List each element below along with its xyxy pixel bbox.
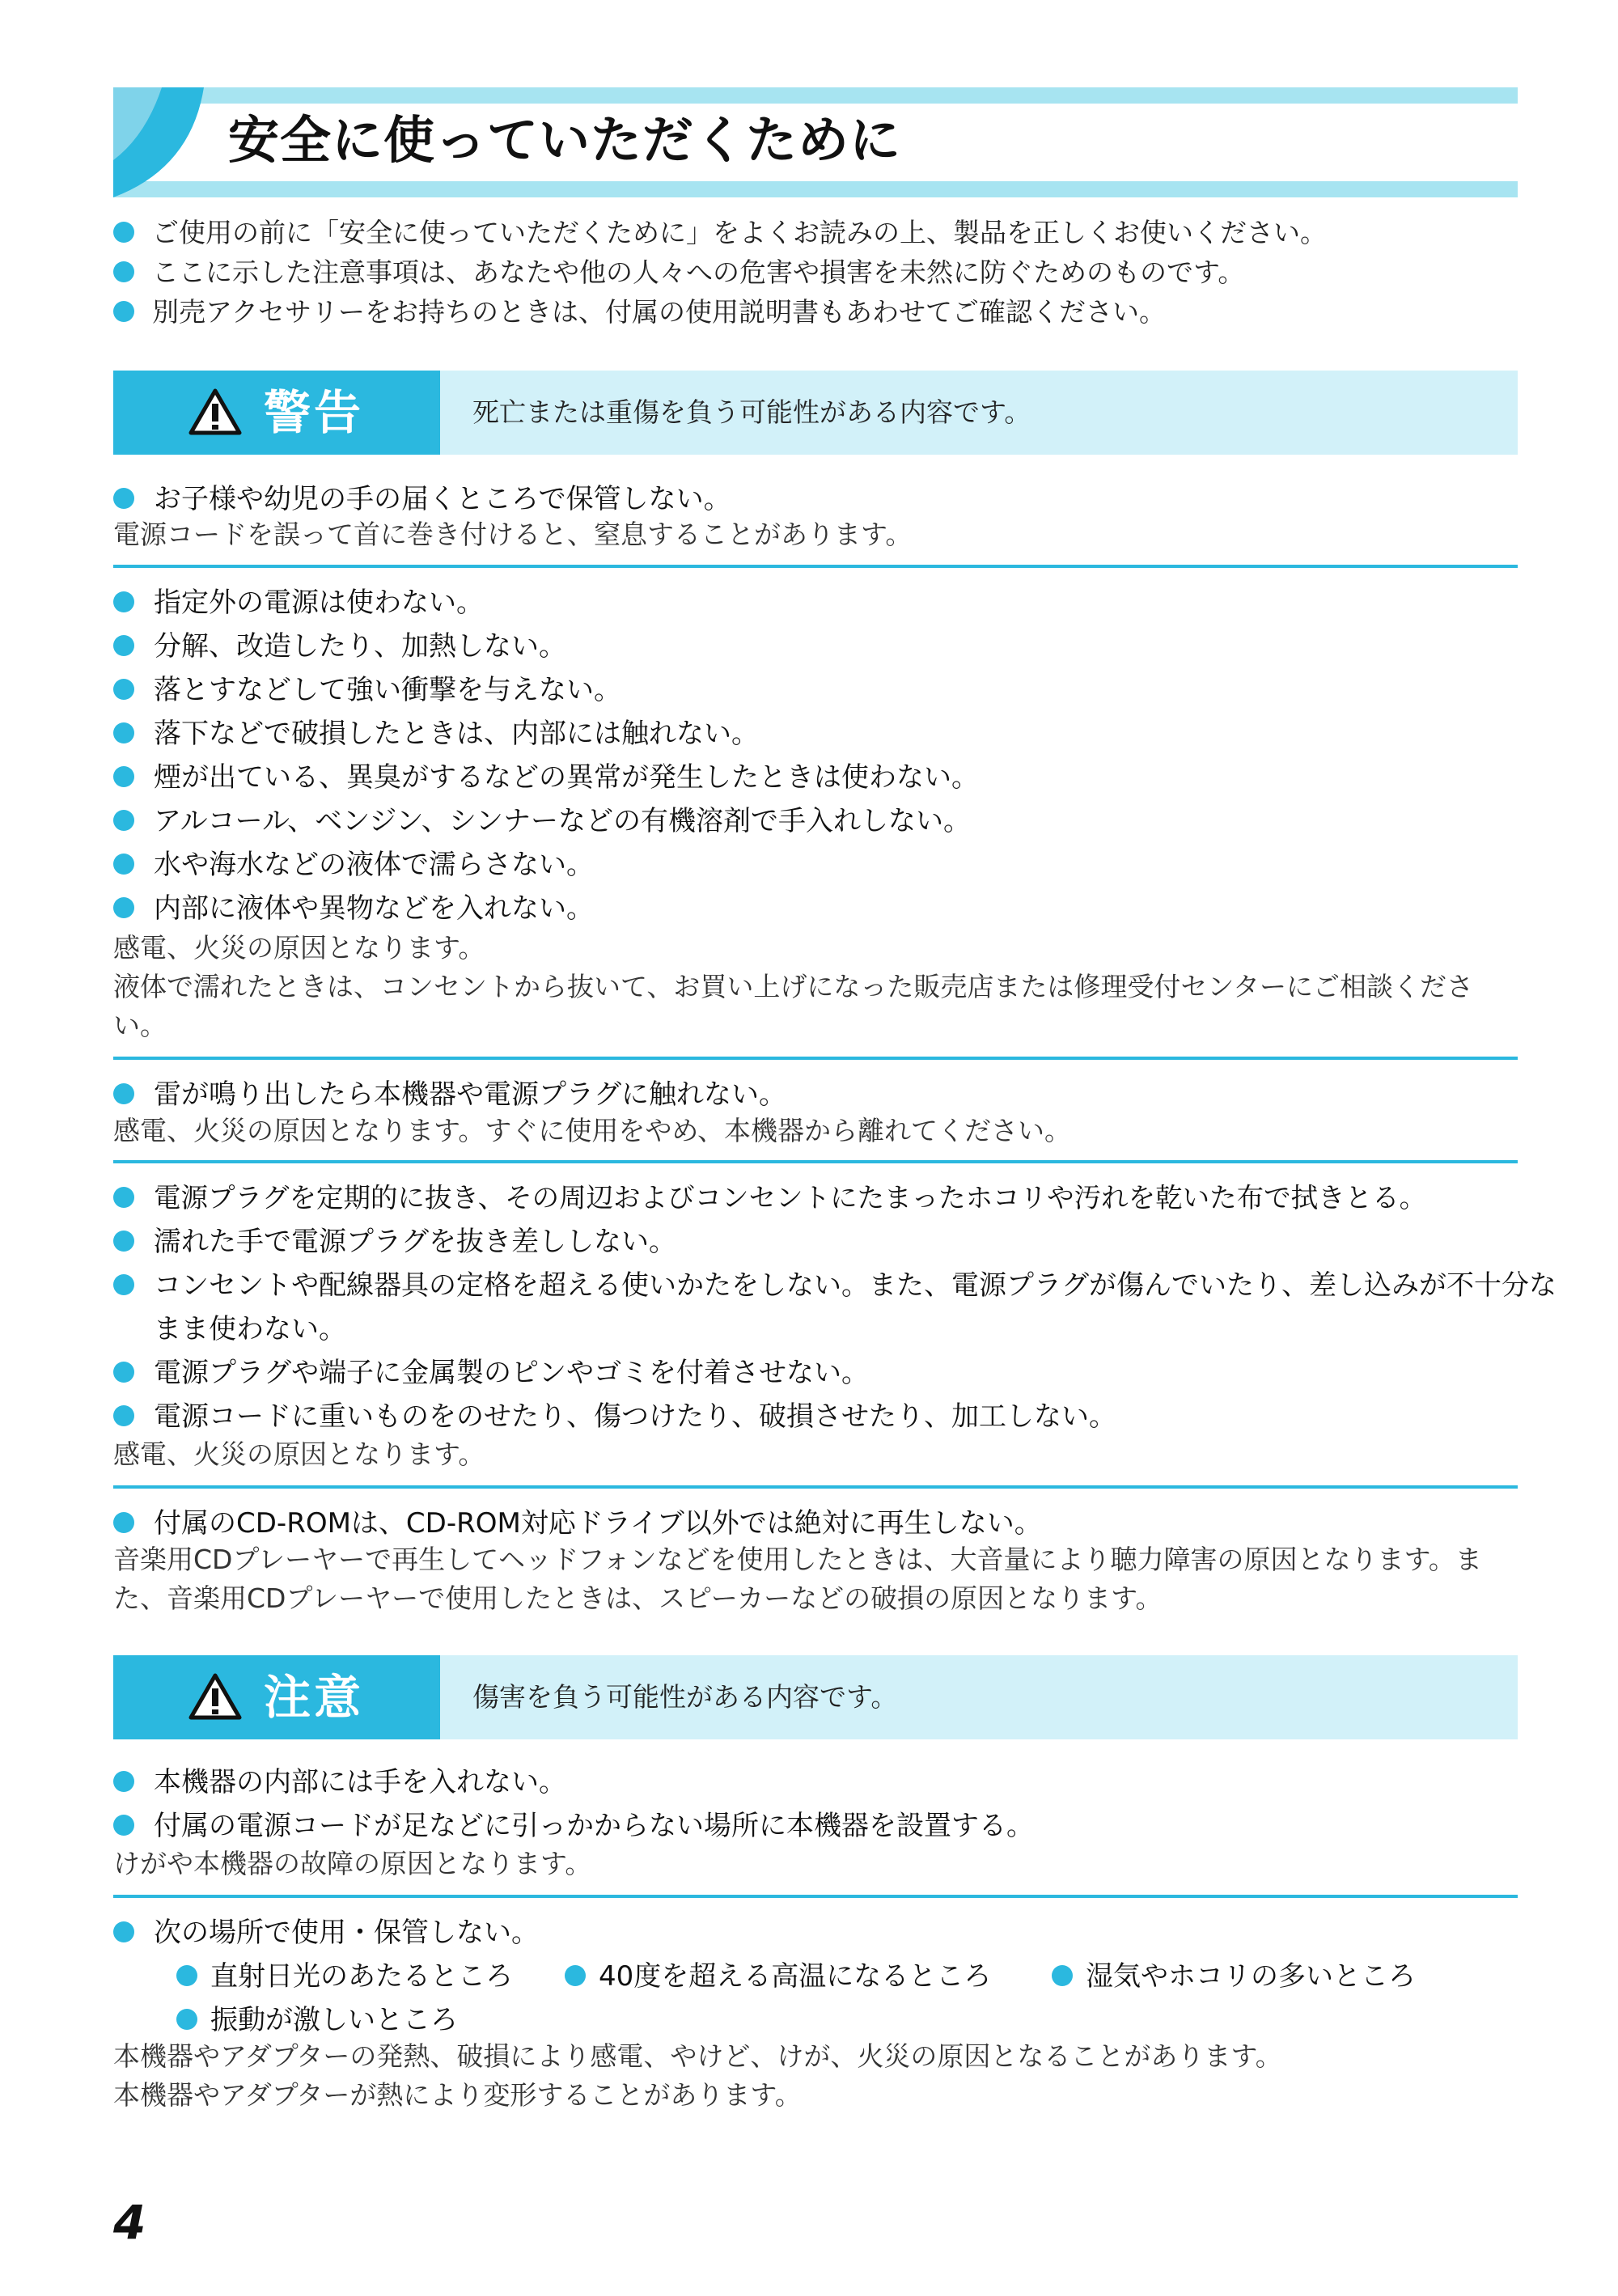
warning-item: 落とすなどして強い衝撃を与えない。: [113, 668, 621, 712]
bullet-dot-icon: [113, 1362, 134, 1383]
intro-line: 別売アクセサリーをお持ちのときは、付属の使用説明書もあわせてご確認ください。: [113, 293, 1166, 332]
caution-note: 本機器やアダプターの発熱、破損により感電、やけど、けが、火災の原因となることがあります。: [113, 2040, 1282, 2072]
caution-item: 次の場所で使用・保管しない。: [113, 1911, 539, 1955]
intro-line: ここに示した注意事項は、あなたや他の人々への危害や損害を未然に防ぐためのものです。: [113, 253, 1244, 292]
page-number: 4: [113, 2195, 146, 2250]
warning-note: 感電、火災の原因となります。すぐに使用をやめ、本機器から離れてください。: [113, 1115, 1072, 1146]
divider: [113, 1057, 1518, 1060]
bullet-dot-icon: [113, 1083, 134, 1104]
bullet-dot-icon: [113, 301, 134, 322]
bullet-dot-icon: [565, 1965, 586, 1986]
warning-note: 音楽用CDプレーヤーで再生してヘッドフォンなどを使用したときは、大音量により聴力障害の原因となります。また、音楽用CDプレーヤーで使用したときは、スピーカーなどの破損の原因となります。: [113, 1544, 1482, 1614]
warning-item: 落下などで破損したときは、内部には触れない。: [113, 712, 759, 756]
bullet-dot-icon: [113, 1771, 134, 1792]
warning-note: 電源コードを誤って首に巻き付けると、窒息することがあります。: [113, 519, 913, 550]
caution-sub-item: 40度を超える高温になるところ: [565, 1955, 991, 1998]
warning-item: 電源コードに重いものをのせたり、傷つけたり、破損させたり、加工しない。: [113, 1395, 1116, 1438]
warning-note: 液体で濡れたときは、コンセントから抜いて、お買い上げになった販売店または修理受付センターにご相談ください。: [113, 971, 1474, 1041]
bullet-dot-icon: [113, 1187, 134, 1208]
bullet-dot-icon: [113, 722, 134, 743]
bullet-dot-icon: [113, 766, 134, 787]
intro-line: ご使用の前に「安全に使っていただくために」をよくお読みの上、製品を正しくお使いください。: [113, 214, 1327, 252]
warning-item: 指定外の電源は使わない。: [113, 581, 484, 625]
warning-item: コンセントや配線器具の定格を超える使いかたをしない。また、電源プラグが傷んでいたり、差し込みが不十分なまま使わない。: [113, 1264, 1561, 1351]
warning-triangle-icon: [188, 1672, 243, 1721]
divider: [113, 1485, 1518, 1489]
title-tab-decoration: [113, 87, 204, 197]
warning-description: 死亡または重傷を負う可能性がある内容です。: [472, 396, 1031, 428]
warning-item: 電源プラグを定期的に抜き、その周辺およびコンセントにたまったホコリや汚れを乾いた布で拭きとる。: [113, 1176, 1426, 1220]
bullet-dot-icon: [113, 1405, 134, 1426]
warning-item: 内部に液体や異物などを入れない。: [113, 887, 594, 930]
bullet-dot-icon: [113, 897, 134, 918]
page-title: 安全に使っていただくために: [228, 111, 901, 170]
warning-note: 感電、火災の原因となります。: [113, 932, 485, 964]
warning-note: 感電、火災の原因となります。: [113, 1438, 485, 1470]
bullet-dot-icon: [113, 1921, 134, 1942]
bullet-dot-icon: [113, 810, 134, 831]
bullet-dot-icon: [113, 1512, 134, 1533]
caution-description: 傷害を負う可能性がある内容です。: [472, 1681, 898, 1713]
warning-header: [113, 371, 1518, 455]
caution-sub-item: 振動が激しいところ: [176, 1998, 458, 2042]
title-band-top: [113, 87, 1518, 104]
bullet-dot-icon: [113, 679, 134, 700]
bullet-dot-icon: [113, 261, 134, 282]
caution-note: けがや本機器の故障の原因となります。: [113, 1848, 592, 1879]
caution-note: 本機器やアダプターが熱により変形することがあります。: [113, 2079, 802, 2111]
warning-label: 警告: [264, 385, 365, 440]
divider: [113, 1895, 1518, 1898]
bullet-dot-icon: [113, 1231, 134, 1252]
divider: [113, 565, 1518, 568]
caution-item: 本機器の内部には手を入れない。: [113, 1760, 566, 1804]
bullet-dot-icon: [113, 1274, 134, 1295]
caution-sub-item: 湿気やホコリの多いところ: [1052, 1955, 1416, 1998]
bullet-dot-icon: [113, 488, 134, 509]
bullet-dot-icon: [176, 2009, 197, 2030]
warning-triangle-icon: [188, 388, 243, 436]
caution-label: 注意: [264, 1670, 365, 1725]
title-band-bottom: [113, 181, 1518, 197]
caution-header: [113, 1655, 1518, 1739]
bullet-dot-icon: [113, 1815, 134, 1836]
bullet-dot-icon: [1052, 1965, 1073, 1986]
warning-item: お子様や幼児の手の届くところで保管しない。: [113, 477, 731, 521]
divider: [113, 1160, 1518, 1163]
bullet-dot-icon: [113, 854, 134, 875]
bullet-dot-icon: [113, 635, 134, 656]
caution-item: 付属の電源コードが足などに引っかからない場所に本機器を設置する。: [113, 1804, 1034, 1848]
warning-item: 濡れた手で電源プラグを抜き差ししない。: [113, 1220, 676, 1264]
bullet-dot-icon: [176, 1965, 197, 1986]
warning-item: 付属のCD-ROMは、CD-ROM対応ドライブ以外では絶対に再生しない。: [113, 1502, 1042, 1545]
warning-item: 分解、改造したり、加熱しない。: [113, 625, 566, 668]
warning-item: 雷が鳴り出したら本機器や電源プラグに触れない。: [113, 1073, 786, 1116]
warning-item: 電源プラグや端子に金属製のピンやゴミを付着させない。: [113, 1351, 869, 1395]
bullet-dot-icon: [113, 222, 134, 243]
caution-label-box: [113, 1655, 440, 1739]
warning-item: アルコール、ベンジン、シンナーなどの有機溶剤で手入れしない。: [113, 799, 971, 843]
caution-sub-item: 直射日光のあたるところ: [176, 1955, 513, 1998]
warning-item: 水や海水などの液体で濡らさない。: [113, 843, 594, 887]
bullet-dot-icon: [113, 591, 134, 612]
warning-item: 煙が出ている、異臭がするなどの異常が発生したときは使わない。: [113, 756, 979, 799]
warning-label-box: [113, 371, 440, 455]
